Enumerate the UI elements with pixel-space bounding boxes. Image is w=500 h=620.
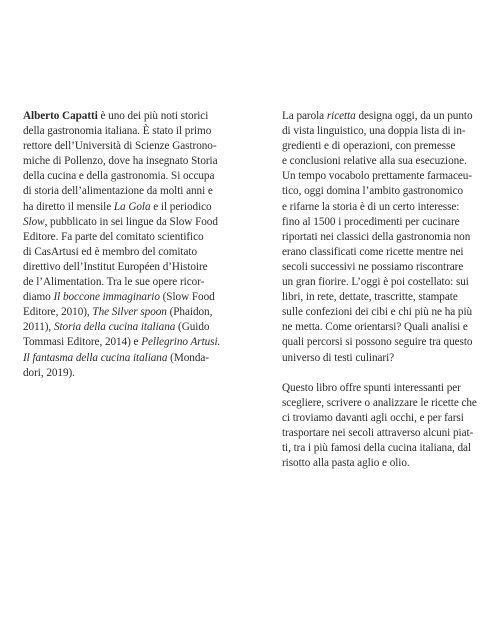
bio-line: miche di Pollenzo, dove ha insegnato Storia — [23, 155, 218, 168]
title-storia-cucina: Storia della cucina italiana — [53, 321, 176, 334]
desc-line: trasportare nei secoli attraverso alcuni piat- — [282, 426, 474, 439]
bio-line: Slow, pubblicato in sei lingue da Slow Food — [23, 215, 218, 228]
word-ricetta: ricetta — [326, 110, 356, 122]
title-fantasma: Il fantasma della cucina italiana — [23, 351, 168, 364]
desc-line: universo di testi culinari? — [282, 351, 395, 364]
desc-line: risotto alla pasta aglio e olio. — [282, 457, 410, 470]
bio-line: Il fantasma della cucina italiana (Monda- — [23, 351, 209, 364]
bio-line: ha diretto il mensile La Gola e il periodico — [23, 200, 212, 213]
desc-line: ne metta. Come orientarsi? Quali analisi e — [282, 321, 468, 334]
desc-line: e rifarne la storia è di un certo interesse: — [282, 200, 460, 213]
bio-line: rettore dell’Università di Scienze Gastrono- — [23, 140, 217, 153]
desc-line: erano classificati come ricette mentre nei — [282, 245, 464, 258]
bio-line: di CasArtusi ed è membro del comitato — [23, 245, 198, 258]
description-paragraph-2 — [282, 381, 494, 472]
bio-line: de l’Alimentation. Tra le sue opere ricor- — [23, 276, 205, 289]
author-name: Alberto Capatti — [23, 110, 98, 122]
bio-line: della cucina e della gastronomia. Si occupa — [23, 170, 215, 183]
title-la-gola: La Gola — [113, 200, 151, 213]
desc-line: quali percorsi si possono seguire tra questo — [282, 336, 473, 349]
author-bio — [23, 109, 235, 381]
desc-line: e conclusioni relative alla sua esecuzione. — [282, 155, 467, 168]
title-silver-spoon: The Silver spoon — [92, 306, 167, 319]
desc-line: di vista linguistico, una doppia lista di in- — [282, 125, 466, 138]
bio-line: Editore, 2010), The Silver spoon (Phaidon, — [23, 306, 213, 319]
bio-line: direttivo dell’Institut Européen d’Histoire — [23, 260, 208, 273]
title-slow: Slow — [23, 215, 45, 228]
description-paragraph-1 — [282, 109, 494, 366]
desc-line: ti, tra i più famosi della cucina italiana, dal — [282, 442, 472, 455]
desc-line: un gran fiorire. L’oggi è poi costellato: sui — [282, 276, 469, 289]
bio-line: Alberto Capatti è uno dei più noti storici — [23, 110, 209, 122]
desc-line: scegliere, scrivere o analizzare le ricette che — [282, 396, 477, 409]
title-il-boccone: Il boccone immaginario — [53, 291, 160, 304]
bio-line: diamo Il boccone immaginario (Slow Food — [23, 291, 215, 304]
desc-line: secoli successivi ne possiamo riscontrare — [282, 260, 464, 273]
desc-line: Questo libro offre spunti interessanti per — [282, 381, 461, 394]
bio-line: 2011), Storia della cucina italiana (Guido — [23, 321, 210, 334]
bio-line: della gastronomia italiana. È stato il primo — [23, 125, 212, 138]
desc-line: ci troviamo davanti agli occhi, e per farsi — [282, 411, 464, 424]
bio-line: Editore. Fa parte del comitato scientifico — [23, 230, 204, 243]
title-pellegrino-artusi: Pellegrino Artusi. — [141, 336, 221, 349]
bio-line: di storia dell’alimentazione da molti anni e — [23, 185, 213, 198]
desc-line: sulle confezioni dei cibi e chi più ne ha più — [282, 306, 473, 319]
desc-line: gredienti e di operazioni, con premesse — [282, 140, 456, 153]
desc-line: tico, oggi domina l’ambito gastronomico — [282, 185, 464, 198]
bio-line: Tommasi Editore, 2014) e Pellegrino Artusi. — [23, 336, 221, 349]
desc-line: fino al 1500 i procedimenti per cucinare — [282, 215, 460, 228]
desc-line: La parola ricetta designa oggi, da un punto — [282, 110, 473, 122]
desc-line: riportati nei classici della gastronomia non — [282, 230, 471, 243]
paragraph-gap — [282, 366, 494, 381]
desc-line: Un tempo vocabolo prettamente farmaceu- — [282, 170, 473, 183]
desc-line: libri, in rete, dettate, trascritte, stampate — [282, 291, 458, 304]
book-description — [282, 109, 494, 471]
bio-line: dori, 2019). — [23, 366, 75, 379]
